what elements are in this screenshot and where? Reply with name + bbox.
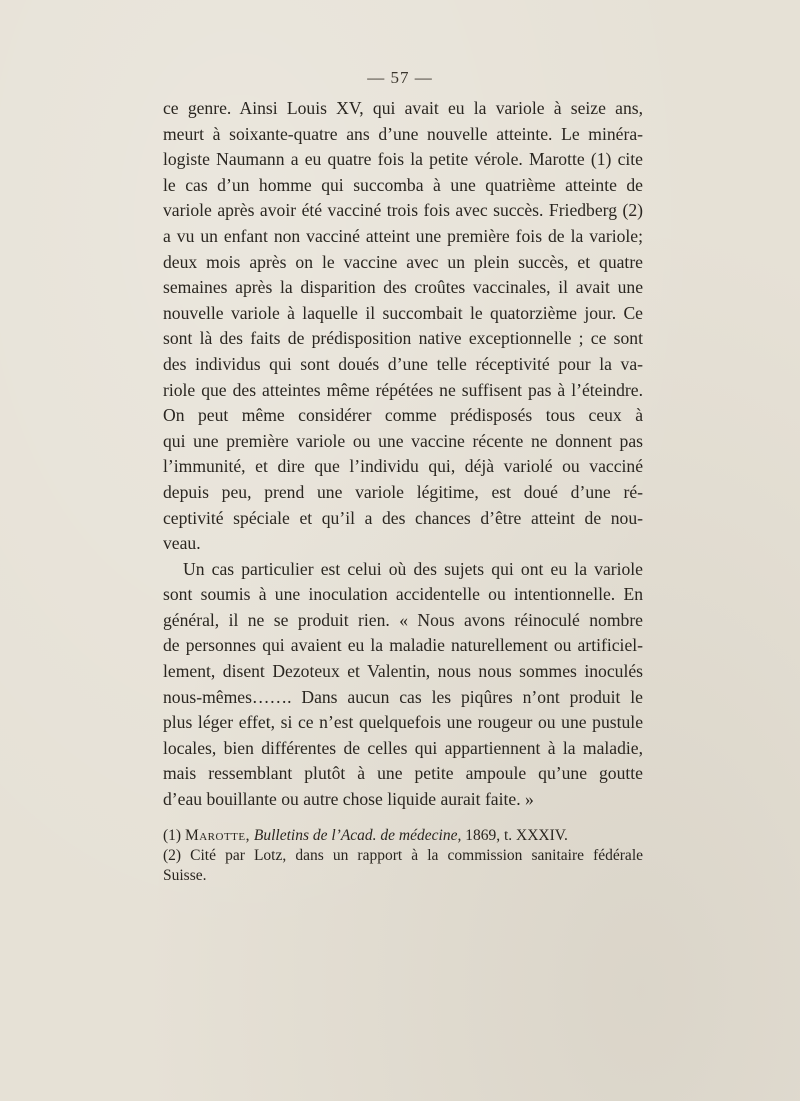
text-line: locales, bien différentes de celles qui appartiennent à la maladie,	[163, 737, 643, 758]
footnote-reference: 1869, t. XXXIV.	[465, 827, 568, 844]
text-line: meurt à soixante-quatre ans d’une nouvelle atteinte. Le minéra-	[163, 123, 643, 144]
text-line: plus léger effet, si ce n’est quelquefois une rougeur ou une pustule	[163, 712, 643, 733]
text-line: riole que des atteintes même répétées ne suffisent pas à l’éteindre.	[163, 379, 643, 400]
footnote-title: Bulletins de l’Acad. de médecine,	[253, 827, 462, 844]
text-line: mais ressemblant plutôt à une petite ampoule qu’une goutte	[163, 763, 643, 784]
text-line: sont soumis à une inoculation accidentelle ou intentionnelle. En	[163, 584, 643, 605]
footnote-marker: (1)	[163, 827, 182, 844]
text-line: depuis peu, prend une variole légitime, est doué d’une ré-	[163, 481, 643, 502]
text-line: deux mois après on le vaccine avec un plein succès, et quatre	[163, 251, 643, 272]
text-line: sont là des faits de prédisposition native exceptionnelle ; ce sont	[163, 328, 643, 349]
text-line: ce genre. Ainsi Louis XV, qui avait eu la variole à seize ans,	[163, 98, 643, 118]
text-line: variole après avoir été vacciné trois fois avec succès. Friedberg (2)	[163, 200, 643, 221]
text-line: des individus qui sont doués d’une telle réceptivité pour la va-	[163, 353, 643, 374]
footnotes	[163, 826, 643, 886]
footnote-author: Marotte,	[184, 827, 250, 844]
text-line: le cas d’un homme qui succomba à une quatrième atteinte de	[163, 174, 643, 195]
text-line: ceptivité spéciale et qu’il a des chances d’être atteint de nou-	[163, 507, 643, 528]
text-line: On peut même considérer comme prédisposés tous ceux à	[163, 405, 643, 426]
text-line: veau.	[163, 533, 201, 554]
main-text	[163, 96, 643, 813]
text-line: de personnes qui avaient eu la maladie naturellement ou artificiel-	[163, 635, 643, 656]
text-line: général, il ne se produit rien. « Nous avons réinoculé nombre	[163, 609, 643, 630]
footnote-2: (2) Cité par Lotz, dans un rapport à la commission sanitaire fédérale	[163, 847, 643, 864]
page-number: — 57 —	[367, 68, 433, 87]
footnote-1	[163, 826, 643, 846]
text-line: nous-mêmes……. Dans aucun cas les piqûres n’ont produit le	[163, 686, 643, 707]
text-line: Un cas particulier est celui où des sujets qui ont eu la variole	[183, 558, 643, 579]
text-line: d’eau bouillante ou autre chose liquide aurait faite. »	[163, 789, 534, 810]
footnote-2-continued: Suisse.	[163, 867, 207, 884]
text-line: logiste Naumann a eu quatre fois la petite vérole. Marotte (1) cite	[163, 149, 643, 170]
text-line: nouvelle variole à laquelle il succombait le quatorzième jour. Ce	[163, 302, 643, 323]
text-line: l’immunité, et dire que l’individu qui, déjà variolé ou vacciné	[163, 456, 643, 477]
text-line: a vu un enfant non vacciné atteint une première fois de la variole;	[163, 225, 643, 246]
text-line: qui une première variole ou une vaccine récente ne donnent pas	[163, 430, 643, 451]
text-line: lement, disent Dezoteux et Valentin, nous nous sommes inoculés	[163, 661, 643, 682]
text-line: semaines après la disparition des croûtes vaccinales, il avait une	[163, 277, 643, 298]
